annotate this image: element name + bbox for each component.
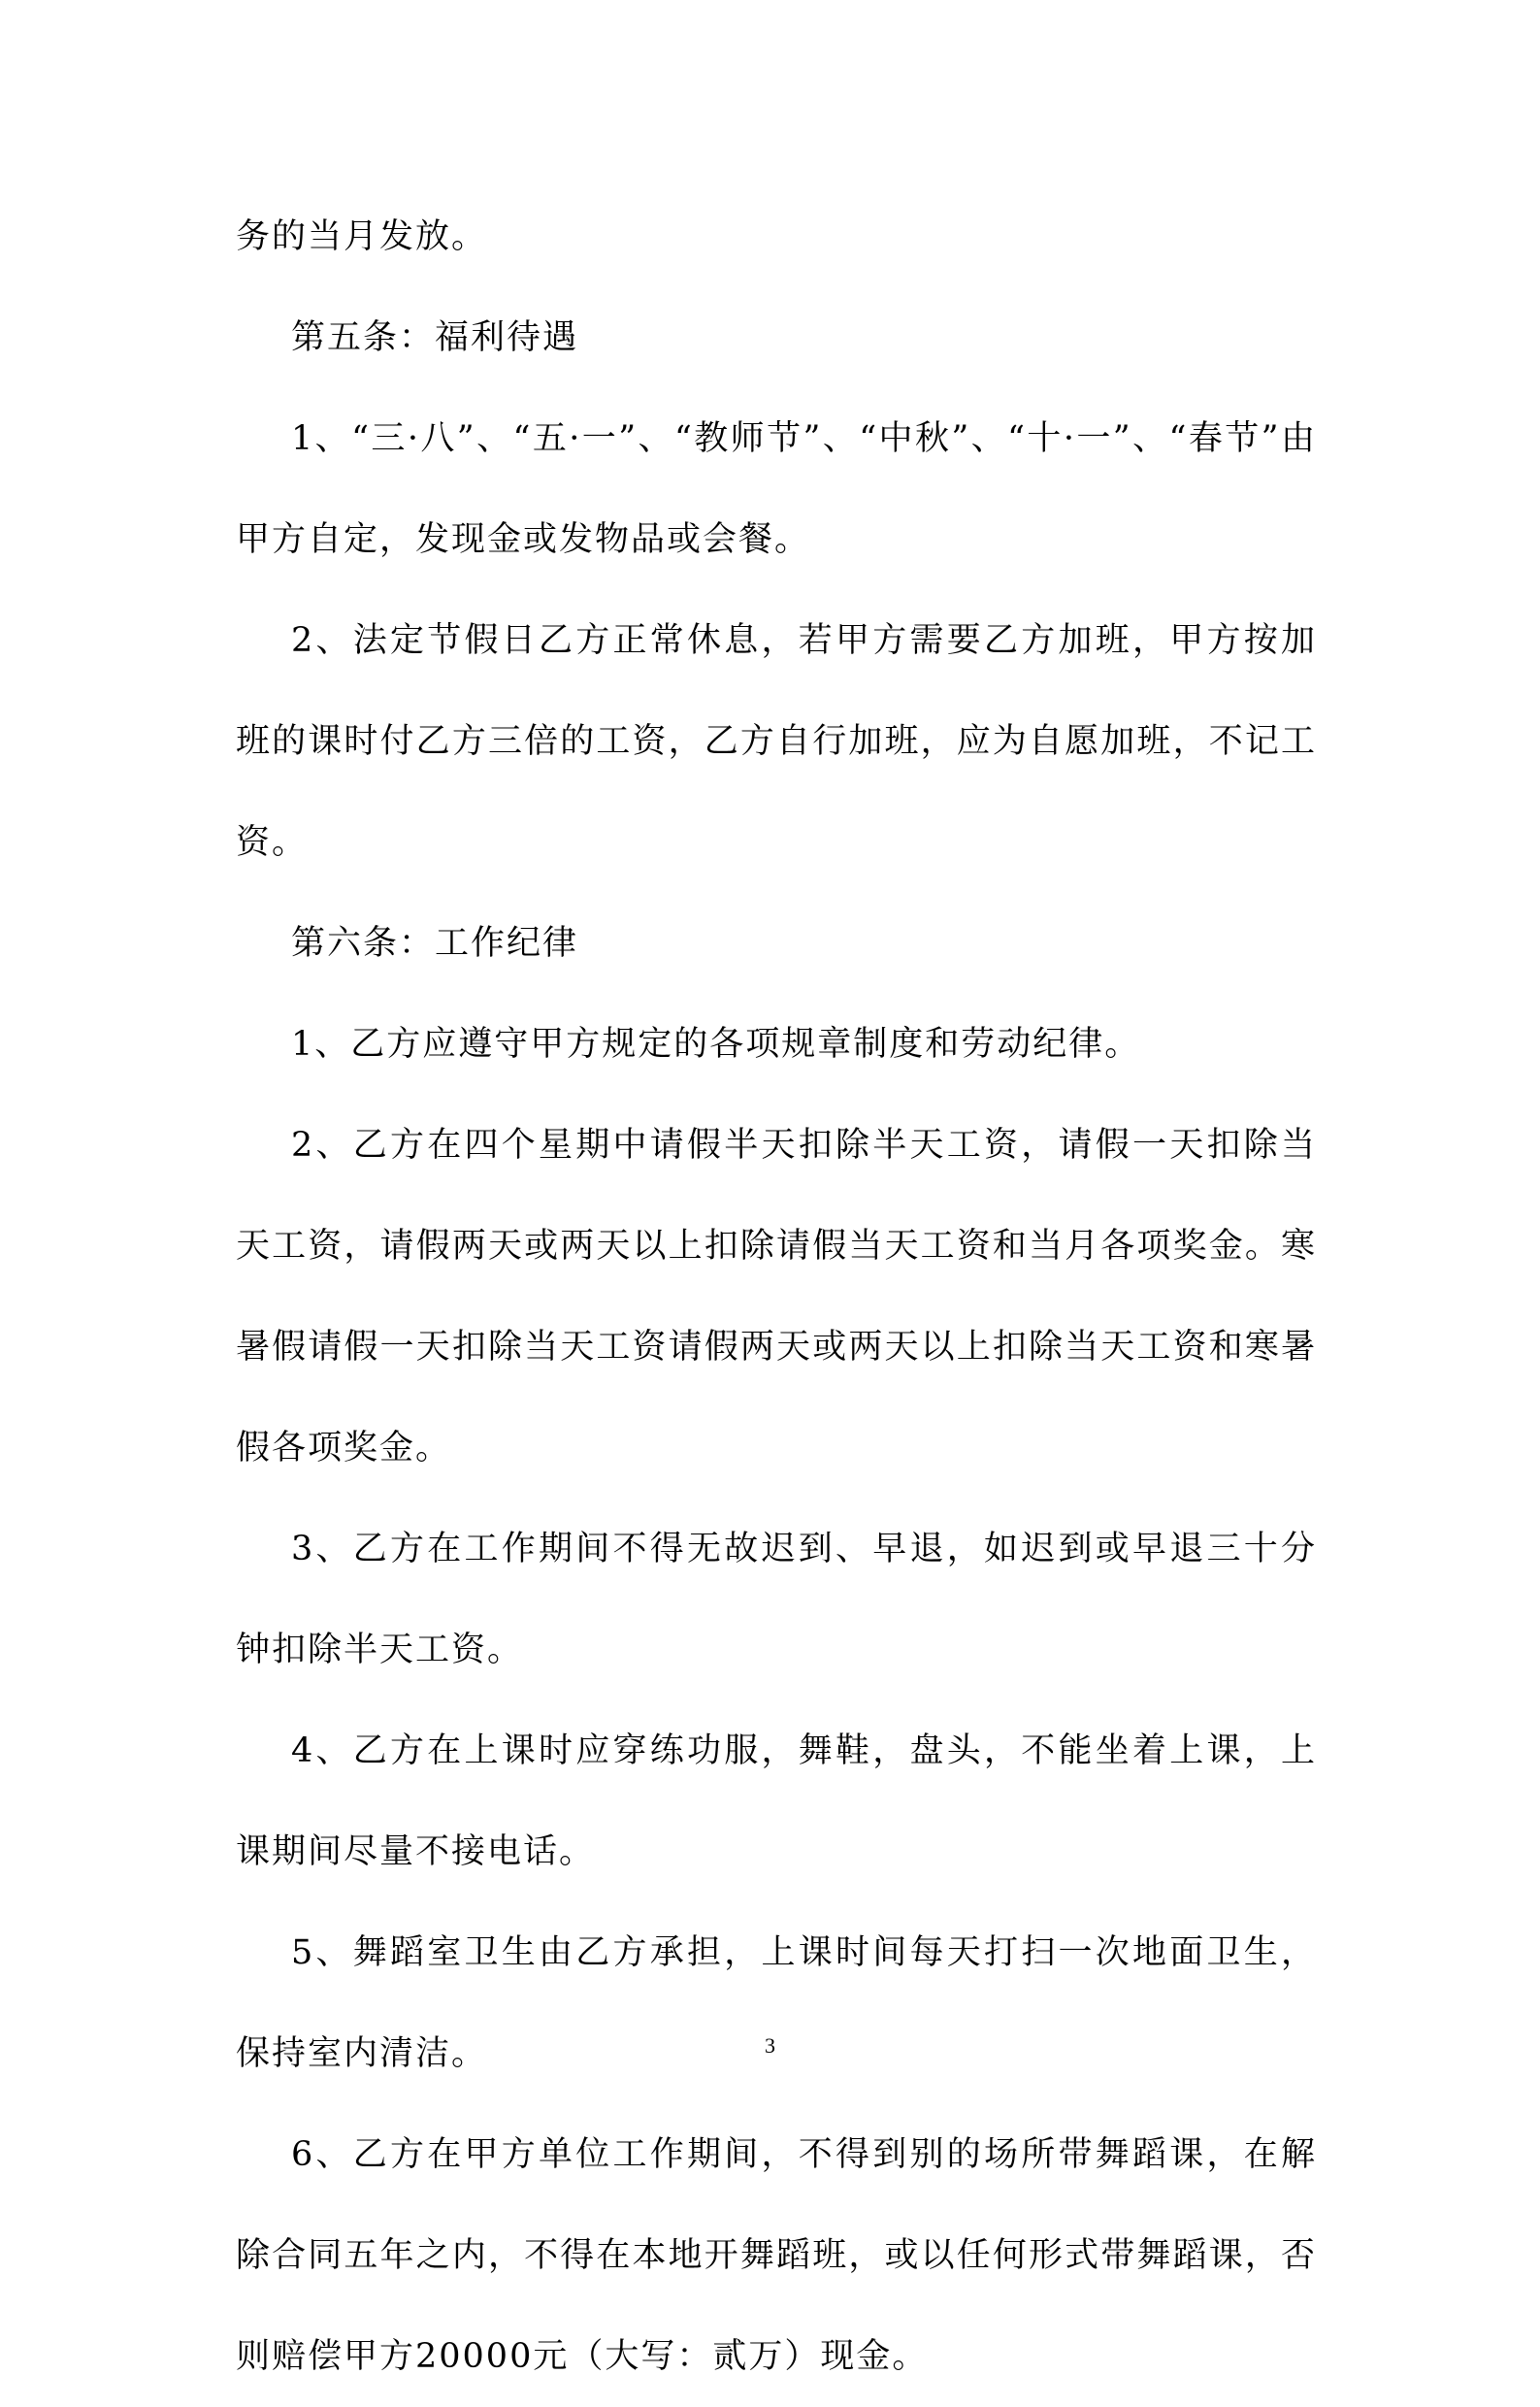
article-6-item-5: 5、舞蹈室卫生由乙方承担，上课时间每天打扫一次地面卫生，保持室内清洁。: [236, 1933, 1317, 2073]
article-6-item-1: 1、乙方应遵守甲方规定的各项规章制度和劳动纪律。: [291, 1025, 1141, 1064]
article-5-heading: 第五条：福利待遇: [291, 318, 579, 357]
document-body: [236, 186, 1317, 2407]
paragraph-continuation: 务的当月发放。: [236, 217, 488, 256]
article-6-item-6: 6、乙方在甲方单位工作期间，不得到别的场所带舞蹈课，在解除合同五年之内，不得在本地开舞蹈班，或以任何形式带舞蹈课，否则赔偿甲方20000元（大写：贰万）现金。: [236, 2135, 1317, 2376]
article-5-item-1: 1、“三·八”、“五·一”、“教师节”、“中秋”、“十·一”、“春节”由甲方自定，发现金或发物品或会餐。: [236, 419, 1317, 559]
article-6-item-3: 3、乙方在工作期间不得无故迟到、早退，如迟到或早退三十分钟扣除半天工资。: [236, 1530, 1317, 1669]
article-6-item-4: 4、乙方在上课时应穿练功服，舞鞋，盘头，不能坐着上课，上课期间尽量不接电话。: [236, 1731, 1317, 1871]
article-5-item-2: 2、法定节假日乙方正常休息，若甲方需要乙方加班，甲方按加班的课时付乙方三倍的工资，乙方自行加班，应为自愿加班，不记工资。: [236, 621, 1317, 862]
article-6-item-2: 2、乙方在四个星期中请假半天扣除半天工资，请假一天扣除当天工资，请假两天或两天以上扣除请假当天工资和当月各项奖金。寒暑假请假一天扣除当天工资请假两天或两天以上扣除当天工资和寒暑假各项奖金。: [236, 1126, 1317, 1467]
page-number: 3: [765, 2033, 775, 2058]
article-6-heading: 第六条：工作纪律: [291, 924, 579, 963]
